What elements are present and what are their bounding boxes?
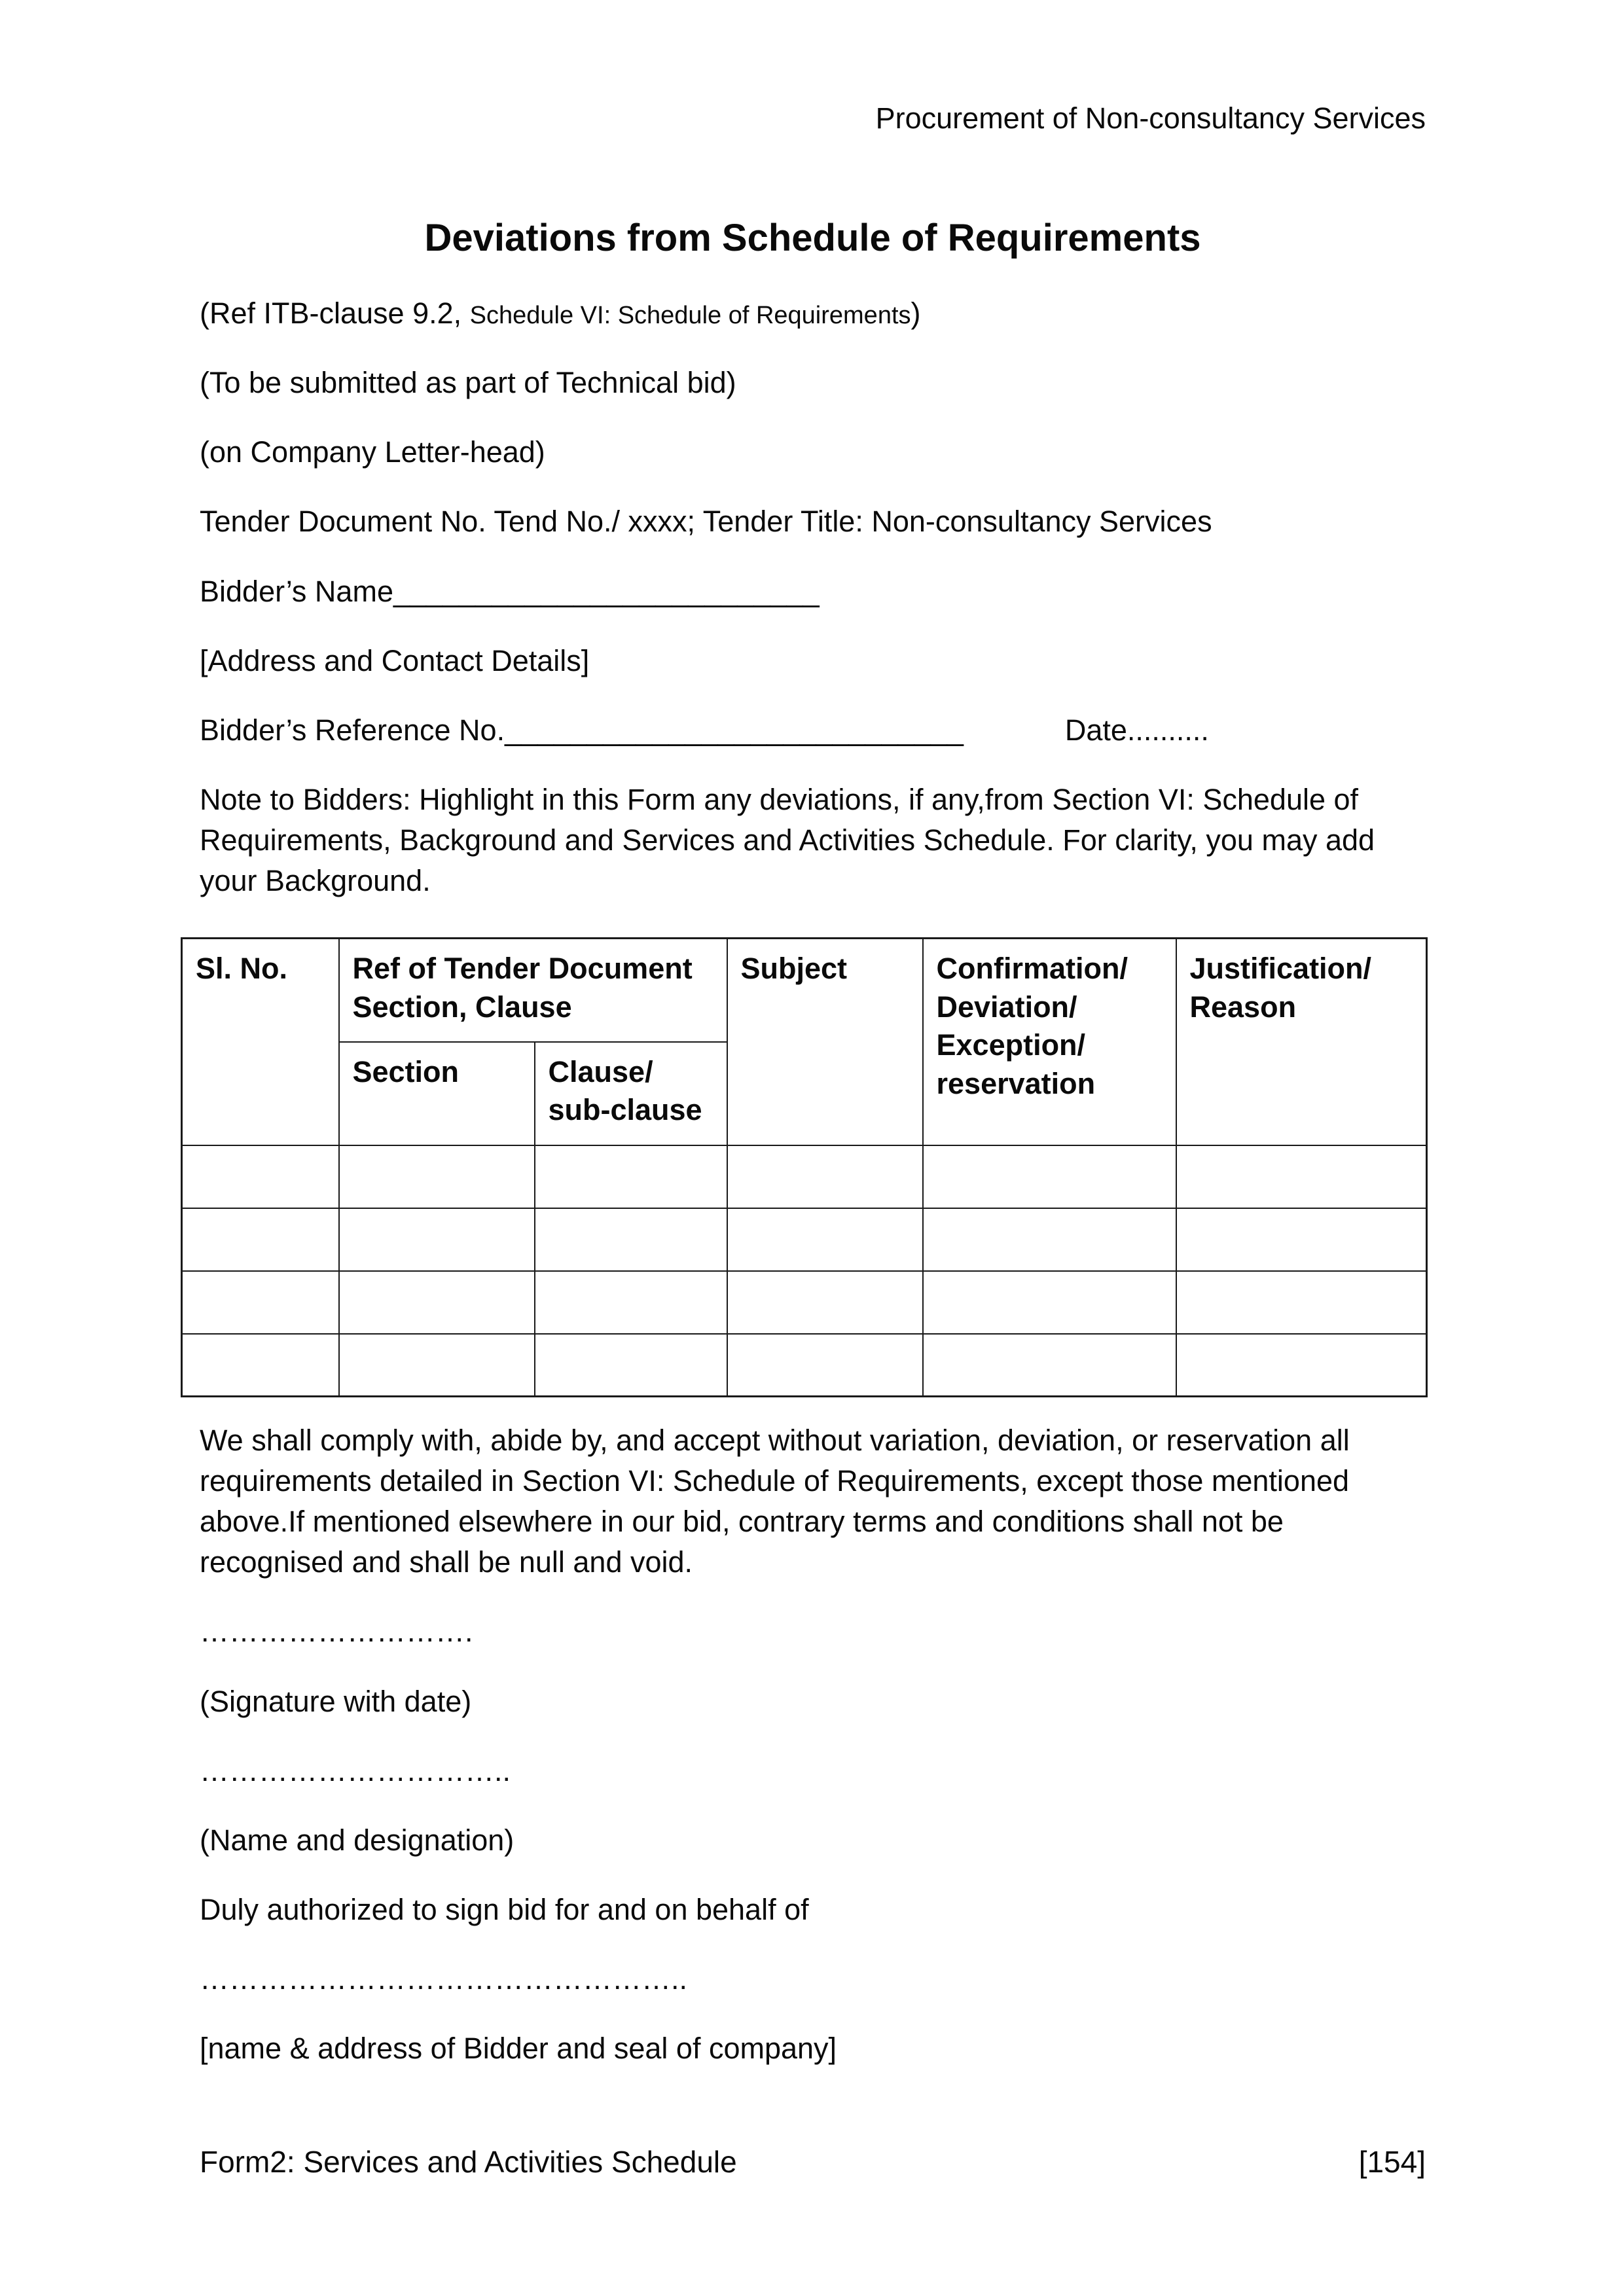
- table-header-row-1: [182, 939, 1427, 1042]
- table-row: [182, 1334, 1427, 1397]
- bidder-ref-label: Bidder’s Reference No.: [200, 713, 505, 747]
- signature-dots: ……………………….: [200, 1615, 473, 1649]
- compliance-statement: We shall comply with, abide by, and accept without variation, deviation, or reservation all requirements detailed in Section VI: Schedule of Requirements, except those mentioned above.If mentioned elsewhere in our bid, contrary terms and conditions shall not be recognised and shall be null and void.: [200, 1424, 1350, 1579]
- table-cell: [727, 1271, 923, 1334]
- table-cell: [339, 1271, 535, 1334]
- table-cell: [923, 1334, 1176, 1397]
- table-cell: [923, 1145, 1176, 1208]
- submit-line: (To be submitted as part of Technical bid): [200, 366, 736, 400]
- bidder-ref-line: [200, 710, 1426, 751]
- header-confirmation: Confirmation/ Deviation/ Exception/ reservation: [923, 939, 1176, 1145]
- footer-form-label: Form2: Services and Activities Schedule: [200, 2145, 737, 2179]
- footer-page-number: [154]: [1358, 2145, 1426, 2179]
- name-label: (Name and designation): [200, 1823, 514, 1857]
- table-cell: [182, 1208, 339, 1271]
- table-cell: [923, 1208, 1176, 1271]
- bidder-name-line: [200, 571, 1426, 612]
- ref-line: [200, 293, 1426, 334]
- table-row: [182, 1145, 1427, 1208]
- ref-line-small: Schedule VI: Schedule of Requirements: [469, 302, 911, 330]
- ref-line-prefix: (Ref ITB-clause 9.2,: [200, 296, 470, 331]
- table-cell: [339, 1334, 535, 1397]
- address-line: [Address and Contact Details]: [200, 643, 590, 677]
- bidder-name-label: Bidder’s Name: [200, 574, 393, 608]
- header-clause: Clause/ sub-clause: [535, 1042, 727, 1145]
- bidder-ref-blank: ____________________________: [505, 713, 964, 747]
- company-label: [name & address of Bidder and seal of company]: [200, 2032, 837, 2065]
- table-cell: [182, 1271, 339, 1334]
- table-row: [182, 1271, 1427, 1334]
- header-section: Section: [339, 1042, 535, 1145]
- table-cell: [535, 1208, 727, 1271]
- table-cell: [727, 1334, 923, 1397]
- header-justification: Justification/ Reason: [1176, 939, 1427, 1145]
- tender-line: Tender Document No. Tend No./ xxxx; Tender Title: Non-consultancy Services: [200, 505, 1212, 539]
- company-dots: …………………………………………..: [200, 1962, 688, 1996]
- signature-label: (Signature with date): [200, 1684, 472, 1718]
- table-cell: [1176, 1208, 1427, 1271]
- table-cell: [182, 1145, 339, 1208]
- page-footer: [200, 2142, 1426, 2183]
- header-subject: Subject: [727, 939, 923, 1145]
- bidder-name-blank: __________________________: [393, 574, 820, 608]
- table-row: [182, 1208, 1427, 1271]
- ref-line-suffix: ): [911, 296, 921, 331]
- name-dots: …………………………..: [200, 1753, 511, 1787]
- table-cell: [1176, 1334, 1427, 1397]
- page-title: Deviations from Schedule of Requirements: [424, 217, 1201, 260]
- table-cell: [1176, 1145, 1427, 1208]
- authorized-line: Duly authorized to sign bid for and on behalf of: [200, 1892, 809, 1926]
- table-cell: [339, 1208, 535, 1271]
- header-sl-no: Sl. No.: [182, 939, 339, 1145]
- table-cell: [727, 1208, 923, 1271]
- table-cell: [727, 1145, 923, 1208]
- page-header: Procurement of Non-consultancy Services: [875, 101, 1426, 135]
- table-cell: [1176, 1271, 1427, 1334]
- table-cell: [535, 1271, 727, 1334]
- table-cell: [923, 1271, 1176, 1334]
- table-cell: [535, 1334, 727, 1397]
- table-cell: [535, 1145, 727, 1208]
- letterhead-line: (on Company Letter-head): [200, 435, 545, 469]
- deviations-table: [181, 937, 1428, 1397]
- table-cell: [182, 1334, 339, 1397]
- note-to-bidders: Note to Bidders: Highlight in this Form any deviations, if any,from Section VI: Schedule of Requirements, Background and Services and Activities Schedule. For clarity, you may add your Background.: [200, 782, 1375, 897]
- header-ref-group: Ref of Tender Document Section, Clause: [339, 939, 727, 1042]
- date-label: Date..........: [1064, 713, 1209, 747]
- table-cell: [339, 1145, 535, 1208]
